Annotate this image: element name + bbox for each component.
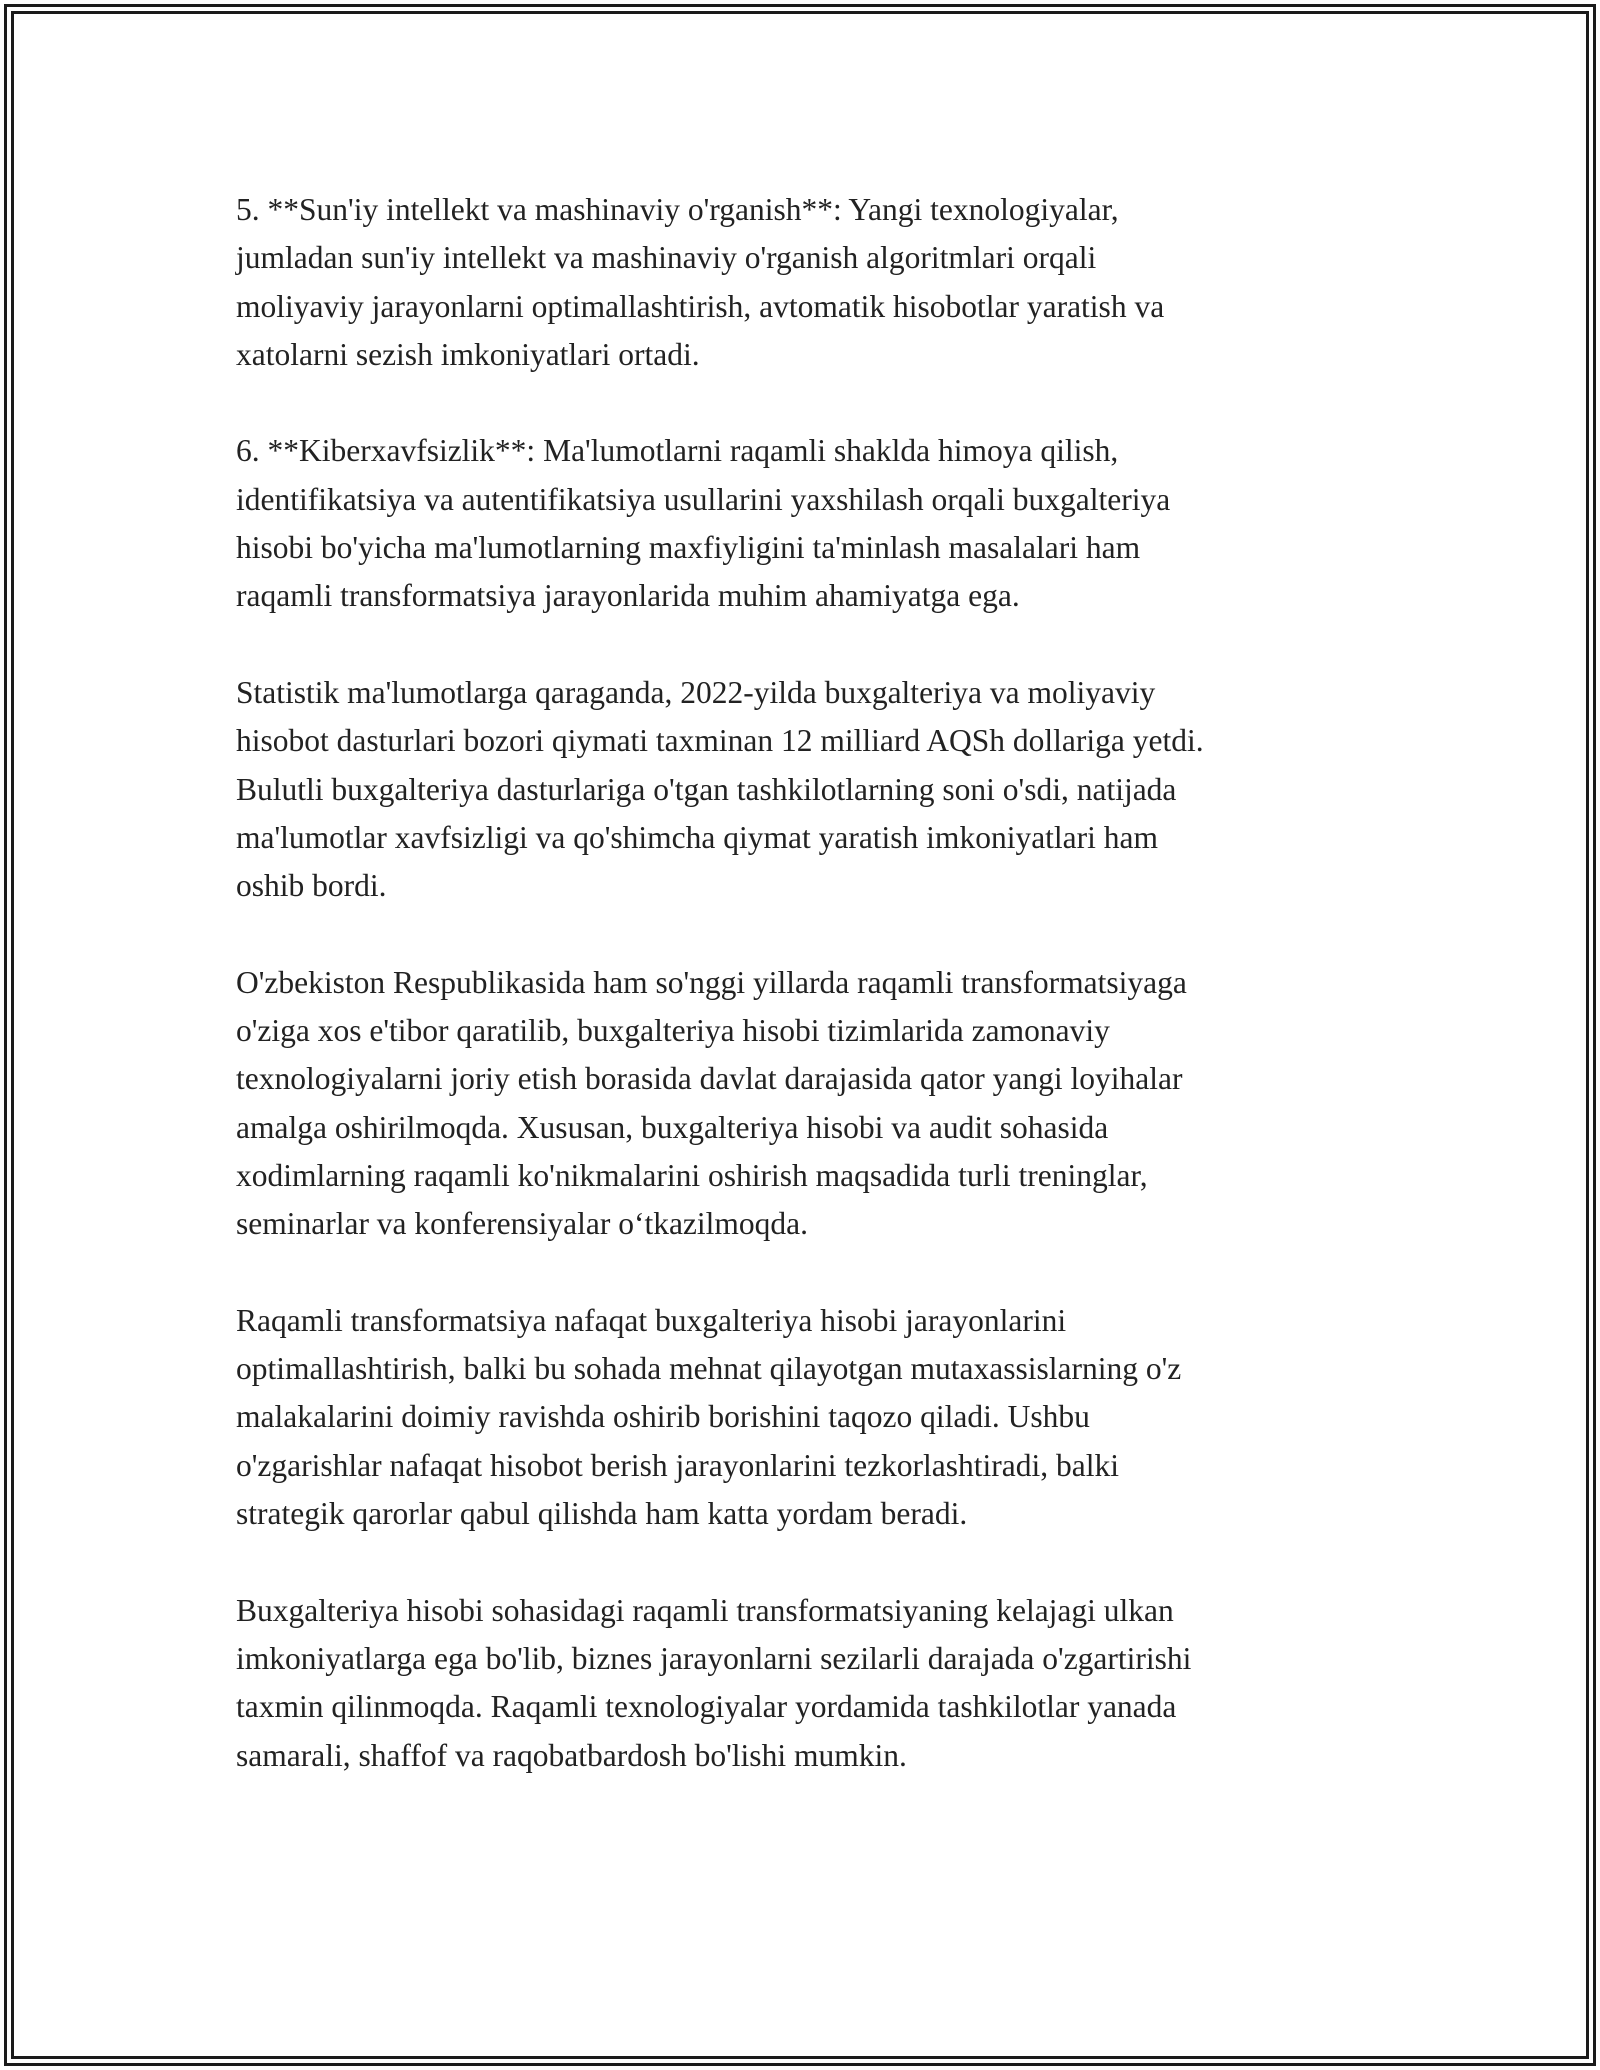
document-body (236, 186, 1386, 1828)
paragraph-professional-development: Raqamli transformatsiya nafaqat buxgalteriya hisobi jarayonlarini optimallashtirish, balki bu sohada mehnat qilayotgan mutaxassislarning o'z malakalarini doimiy ravishda oshirib borishini taqozo qiladi. Ushbu o'zgarishlar nafaqat hisobot berish jarayonlarini tezkorlashtiradi, balki strategik qarorlar qabul qilishda ham katta yordam beradi. (236, 1302, 1182, 1532)
paragraph-future-outlook: Buxgalteriya hisobi sohasidagi raqamli transformatsiyaning kelajagi ulkan imkoniyatlarga ega bo'lib, biznes jarayonlarni sezilarli darajada o'zgartirishi taxmin qilinmoqda. Raqamli texnologiyalar yordamida tashkilotlar yanada samarali, shaffof va raqobatbardosh bo'lishi mumkin. (236, 1592, 1192, 1773)
paragraph-uzbekistan: O'zbekiston Respublikasida ham so'nggi yillarda raqamli transformatsiyaga o'ziga xos e'tibor qaratilib, buxgalteriya hisobi tizimlarida zamonaviy texnologiyalarni joriy etish borasida davlat darajasida qator yangi loyihalar amalga oshirilmoqda. Xususan, buxgalteriya hisobi va audit sohasida xodimlarning raqamli ko'nikmalarini oshirish maqsadida turli treninglar, seminarlar va konferensiyalar o‘tkazilmoqda. (236, 964, 1187, 1242)
paragraph-statistics: Statistik ma'lumotlarga qaraganda, 2022-yilda buxgalteriya va moliyaviy hisobot dasturlari bozori qiymati taxminan 12 milliard AQSh dollariga yetdi. Bulutli buxgalteriya dasturlariga o'tgan tashkilotlarning soni o'sdi, natijada ma'lumotlar xavfsizligi va qo'shimcha qiymat yaratish imkoniyatlari ham oshib bordi. (236, 674, 1204, 904)
paragraph-ai-ml: 5. **Sun'iy intellekt va mashinaviy o'rganish**: Yangi texnologiyalar, jumladan sun'iy intellekt va mashinaviy o'rganish algoritmlari orqali moliyaviy jarayonlarni optimallashtirish, avtomatik hisobotlar yaratish va xatolarni sezish imkoniyatlari ortadi. (236, 192, 1165, 372)
paragraph-cybersecurity: 6. **Kiberxavfsizlik**: Ma'lumotlarni raqamli shaklda himoya qilish, identifikatsiya va autentifikatsiya usullarini yaxshilash orqali buxgalteriya hisobi bo'yicha ma'lumotlarning maxfiyligini ta'minlash masalalari ham raqamli transformatsiya jarayonlarida muhim ahamiyatga ega. (236, 433, 1171, 614)
